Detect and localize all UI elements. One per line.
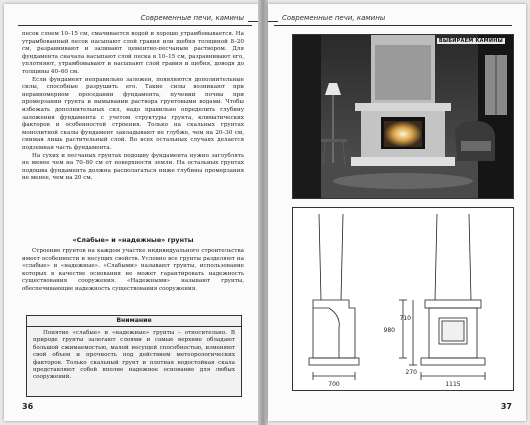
dim-width-front: 1115 <box>445 381 461 388</box>
fireplace-photo <box>292 34 514 199</box>
running-head-text: Современные печи, камины <box>140 14 244 22</box>
right-page <box>268 4 526 421</box>
book-gutter <box>258 0 268 425</box>
page-number-left: 36 <box>22 402 34 411</box>
dim-height-upper: 710 <box>399 315 411 322</box>
running-head-left <box>18 13 252 26</box>
section-subheading: «Слабые» и «надежные» грунты <box>72 236 194 244</box>
running-head-corner <box>248 21 258 32</box>
fireplace-elevation-drawing <box>293 208 513 390</box>
dim-height-total: 980 <box>383 327 395 334</box>
attention-title: Внимание <box>27 316 241 327</box>
paragraph-4: Строение грунтов на каждом участке индивидуального строительства имеет особенности и несущих свойств. Условно все грунты разделяют на «слабые» и «надежные». «Слабыми» называют грунты, использование которых в качестве основания не может гарантировать надежность существования сооружения. «Надежными» называют грунты, обеспечивающие надежность существования сооружения. <box>22 248 244 292</box>
dim-height-lower: 270 <box>405 369 417 376</box>
attention-body <box>27 327 241 385</box>
photo-label: ВЫБИРАЕМ КАМИНЫ <box>438 38 503 44</box>
running-head-corner <box>268 21 278 32</box>
dim-width-side: 700 <box>328 381 340 388</box>
running-head-right <box>274 13 512 26</box>
paragraph-1: песок слоем 10–15 см, смачивается водой и хорошо утрамбовывается. На утрамбованный песок насыпают слой гравия или щебня толщиной 8–20 см, разравнивают и заливают цементно-песчаным раствором. Для фундамента сначала насыпают слой песка в 10–15 см, разравнивают его, уплотняют, утрамбовывают и насыпают слой гравия и щебня, доводя до толщины 40–60 см. <box>22 31 244 75</box>
left-page <box>4 4 258 421</box>
paragraph-2: Если фундамент неправильно заложен, появляются дополнительные силы, способные разрушить его. Такие силы возникают при неравномерном проседании фундамента, пучении почвы при промерзании грунта и вымывании раствора грунтовыми водами. Чтобы избежать дополнительных сил, надо правильно определить глубину заложения фундамента с учетом структуры грунта, климатических факторов и особенностей строения. Только на скальных грунтах монолитной скалы фундамент закладывают не глубже, чем на 20–30 см, снимая лишь растительный слой. Во всех остальных случаях делается подземная часть фундамента. <box>22 76 244 151</box>
paragraph-3: На сухих и песчаных грунтах подошву фундамента нужно заглублять не менее чем на 70–80 см от поверхности земли. На остальных грунтах подошва фундамента должна располагаться ниже глубины промерзания не менее, чем на 20 см. <box>22 152 244 182</box>
running-head-text: Современные печи, камины <box>282 14 386 22</box>
attention-text: Понятие «слабые» и «надежные» грунты – относительно. В природе грунты залегают слоями и самые верхние обладают большой сжимаемостью, малой несущей способностью, изменяют свой объем и прочность под действием метеорологических факторов. Только скальный грунт и плотная водостойкая скала представляют собой вполне надежное основание для любых сооружений. <box>33 330 235 381</box>
page-number-right: 37 <box>500 402 512 411</box>
body-text-middle <box>22 248 244 294</box>
body-text-top <box>22 31 244 183</box>
attention-box <box>26 315 242 397</box>
fireplace-photo-image <box>293 35 513 198</box>
fireplace-drawing <box>292 207 514 391</box>
